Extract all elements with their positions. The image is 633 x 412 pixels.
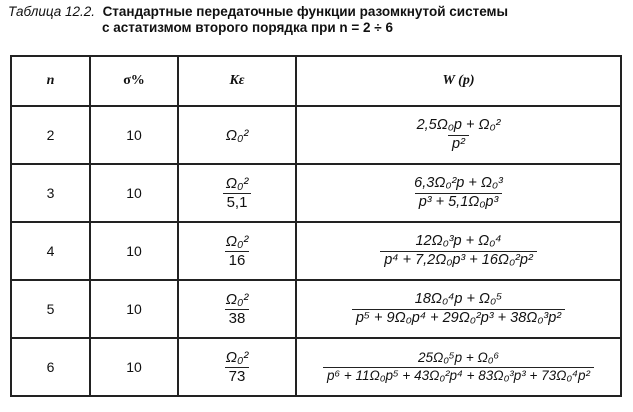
- cell-ke: [178, 164, 296, 222]
- ke-fraction: [222, 176, 253, 211]
- header-sigma: σ%: [90, 56, 178, 106]
- w-numerator: 6,3Ω₀²p + Ω₀³: [414, 175, 503, 192]
- ke-numerator: Ω₀²: [225, 232, 249, 250]
- ke-numerator: Ω₀²: [225, 174, 249, 192]
- cell-w: [296, 164, 621, 222]
- table-caption: [8, 4, 628, 36]
- w-numerator: 12Ω₀³p + Ω₀⁴: [415, 233, 502, 250]
- cell-sigma: 10: [90, 164, 178, 222]
- cell-sigma: 10: [90, 106, 178, 164]
- w-denominator: p²: [448, 135, 469, 152]
- ke-fraction: [222, 350, 253, 385]
- w-fraction: [413, 118, 505, 151]
- cell-ke: [178, 222, 296, 280]
- w-denominator: p⁶ + 11Ω₀p⁵ + 43Ω₀²p⁴ + 83Ω₀³p³ + 73Ω₀⁴p²: [323, 367, 594, 383]
- cell-n: 4: [11, 222, 90, 280]
- header-n: n: [11, 56, 90, 106]
- caption-title: Стандартные передаточные функции разомкнутой системы: [102, 4, 509, 19]
- w-fraction: [352, 292, 565, 325]
- cell-w: [296, 106, 621, 164]
- header-ke: Kε: [178, 56, 296, 106]
- cell-w: [296, 280, 621, 338]
- caption-line-1: [8, 4, 628, 20]
- w-numerator: 25Ω₀⁵p + Ω₀⁶: [417, 350, 500, 366]
- cell-w: [296, 338, 621, 396]
- ke-denominator: 16: [225, 251, 250, 269]
- cell-ke: [178, 338, 296, 396]
- w-denominator: p⁵ + 9Ω₀p⁴ + 29Ω₀²p³ + 38Ω₀³p²: [352, 309, 565, 326]
- table-row: [11, 280, 621, 338]
- cell-n: 3: [11, 164, 90, 222]
- table-row: [11, 164, 621, 222]
- w-fraction: [323, 351, 594, 382]
- w-denominator: p⁴ + 7,2Ω₀p³ + 16Ω₀²p²: [380, 251, 537, 268]
- w-numerator: 18Ω₀⁴p + Ω₀⁵: [414, 291, 503, 308]
- cell-sigma: 10: [90, 338, 178, 396]
- cell-n: 5: [11, 280, 90, 338]
- caption-label: Таблица 12.2.: [8, 4, 96, 19]
- ke-denominator: 73: [225, 367, 250, 385]
- cell-ke: [178, 280, 296, 338]
- cell-ke: [178, 106, 296, 164]
- table-row: [11, 222, 621, 280]
- table-row: [11, 106, 621, 164]
- ke-numerator: Ω₀²: [225, 348, 249, 366]
- table-row: [11, 338, 621, 396]
- w-fraction: [380, 234, 537, 267]
- w-denominator: p³ + 5,1Ω₀p³: [415, 193, 503, 210]
- ke-numerator: Ω₀²: [225, 290, 249, 308]
- cell-sigma: 10: [90, 280, 178, 338]
- ke-denominator: 38: [225, 309, 250, 327]
- caption-line-2: с астатизмом второго порядка при n = 2 ÷ 6: [102, 20, 393, 35]
- ke-denominator: 5,1: [223, 193, 252, 211]
- ke-fraction: [222, 234, 253, 269]
- cell-n: 2: [11, 106, 90, 164]
- w-numerator: 2,5Ω₀p + Ω₀²: [416, 117, 501, 134]
- cell-n: 6: [11, 338, 90, 396]
- ke-value: Ω₀²: [225, 126, 249, 144]
- w-fraction: [410, 176, 507, 209]
- cell-sigma: 10: [90, 222, 178, 280]
- header-w: W (p): [296, 56, 621, 106]
- ke-fraction: [222, 292, 253, 327]
- table-header-row: [11, 56, 621, 106]
- transfer-functions-table: [10, 55, 622, 397]
- cell-w: [296, 222, 621, 280]
